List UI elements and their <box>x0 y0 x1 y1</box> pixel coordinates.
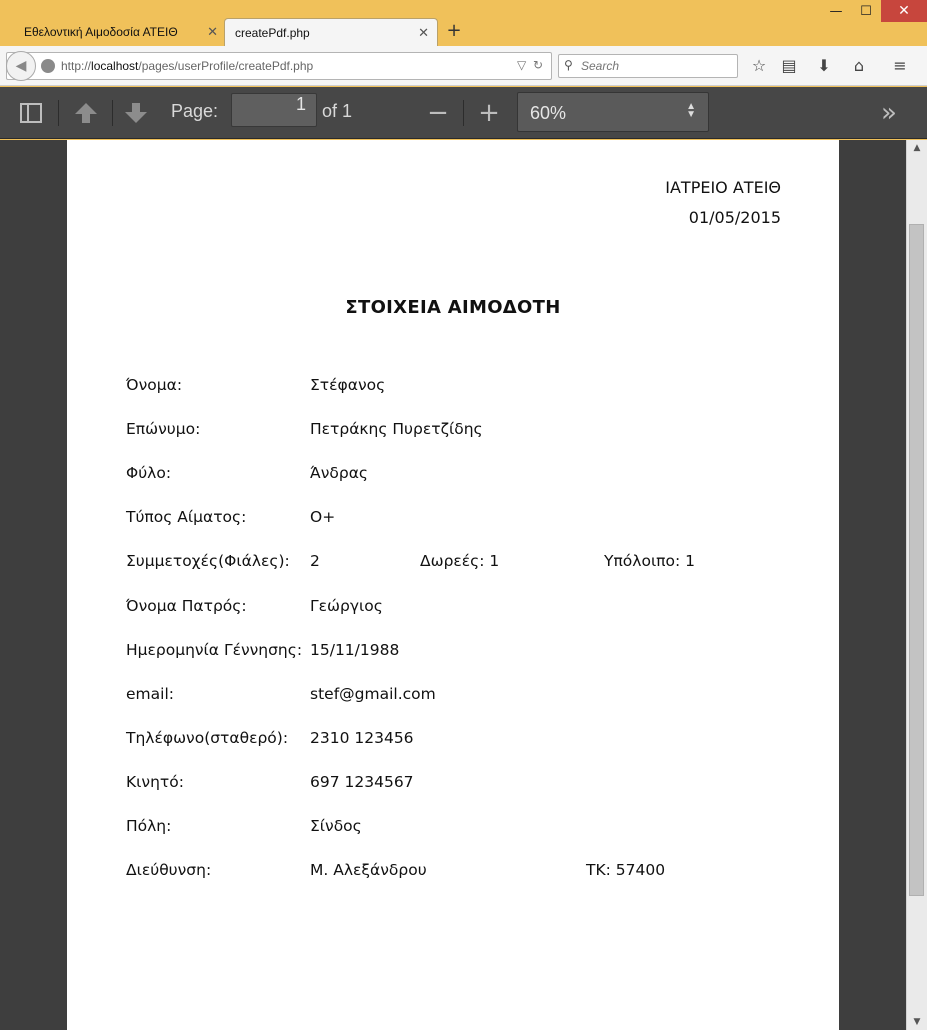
page-count-label: of 1 <box>322 101 353 121</box>
menu-icon[interactable]: ≡ <box>893 56 907 75</box>
zoom-out-icon[interactable]: − <box>427 98 449 128</box>
field-value: Σίνδος <box>310 817 362 835</box>
toolbar-separator <box>58 100 59 126</box>
field-label: Όνομα Πατρός: <box>126 597 247 615</box>
page-label: Page: <box>171 101 219 121</box>
search-input[interactable] <box>581 58 731 74</box>
download-icon[interactable]: ⬇ <box>817 56 831 75</box>
page-number-input[interactable]: 1 <box>231 93 317 127</box>
back-button[interactable] <box>6 51 36 81</box>
close-window-button[interactable]: ✕ <box>881 0 927 22</box>
postal-code-value: ΤΚ: 57400 <box>586 861 666 879</box>
tab-donation[interactable] <box>0 18 226 46</box>
bookmark-star-icon[interactable]: ☆ <box>751 56 767 75</box>
arrow-left-icon: ◀ <box>15 58 27 74</box>
field-value: 15/11/1988 <box>310 641 400 659</box>
scrollbar-thumb[interactable] <box>909 224 924 896</box>
tools-menu-icon[interactable]: » <box>881 98 897 128</box>
field-label: Επώνυμο: <box>126 420 201 438</box>
navigation-bar <box>0 46 927 86</box>
home-icon[interactable]: ⌂ <box>853 56 865 75</box>
field-value: 2 <box>310 552 320 570</box>
field-label: Πόλη: <box>126 817 172 835</box>
document-title: ΣΤΟΙΧΕΙΑ ΑΙΜΟΔΟΤΗ <box>345 297 561 318</box>
toolbar-separator <box>463 100 464 126</box>
pdf-toolbar <box>0 87 927 139</box>
field-label: Συμμετοχές(Φιάλες): <box>126 552 290 570</box>
field-label: Τύπος Αίματος: <box>126 508 247 526</box>
browser-titlebar <box>0 0 927 46</box>
zoom-select[interactable] <box>517 92 709 132</box>
select-arrows-icon: ▲ ▼ <box>686 101 696 120</box>
field-label: Όνομα: <box>126 376 183 394</box>
field-value: Μ. Αλεξάνδρου <box>310 861 427 879</box>
url-text[interactable] <box>61 59 313 73</box>
field-value: stef@gmail.com <box>310 685 436 703</box>
previous-page-icon[interactable] <box>72 101 100 125</box>
url-path: /pages/userProfile/createPdf.php <box>138 59 314 73</box>
field-value: 2310 123456 <box>310 729 414 747</box>
viewer-scrollbar[interactable] <box>906 140 927 1030</box>
field-value: 697 1234567 <box>310 773 414 791</box>
toolbar-separator <box>112 100 113 126</box>
globe-icon <box>41 59 55 73</box>
next-page-icon[interactable] <box>122 101 150 125</box>
document-date: 01/05/2015 <box>688 208 781 227</box>
field-label: Φύλο: <box>126 464 172 482</box>
reading-list-icon[interactable]: ▤ <box>781 56 797 75</box>
pdf-viewer[interactable] <box>0 140 906 1030</box>
tab-title: Εθελοντική Αιμοδοσία ΑΤΕΙΘ <box>24 25 178 39</box>
field-value: Γεώργιος <box>310 597 383 615</box>
field-value: Άνδρας <box>310 464 369 482</box>
pdf-page <box>67 140 839 1030</box>
field-label: Διεύθυνση: <box>126 861 212 879</box>
tab-createpdf[interactable] <box>224 18 438 46</box>
field-value: O+ <box>310 508 336 526</box>
url-host: localhost <box>91 59 139 73</box>
url-prefix: http:// <box>61 59 92 73</box>
minimize-button[interactable]: — <box>829 3 843 19</box>
clinic-name: ΙΑΤΡΕΙΟ ΑΤΕΙΘ <box>665 178 781 197</box>
reload-icon[interactable]: ↻ <box>533 58 544 72</box>
search-bar[interactable] <box>558 54 738 78</box>
donations-value: Δωρεές: 1 <box>420 552 500 570</box>
new-tab-button[interactable]: + <box>446 20 462 41</box>
close-tab-icon[interactable]: ✕ <box>207 24 218 39</box>
field-value: Πετράκης Πυρετζίδης <box>310 420 483 438</box>
field-label: Κινητό: <box>126 773 184 791</box>
field-label: Ημερομηνία Γέννησης: <box>126 641 303 659</box>
scroll-down-arrow-icon[interactable]: ▼ <box>913 1017 921 1027</box>
field-value: Στέφανος <box>310 376 386 394</box>
search-icon: ⚲ <box>564 58 573 72</box>
zoom-value: 60% <box>530 103 567 123</box>
field-label: email: <box>126 685 174 703</box>
scroll-up-arrow-icon[interactable]: ▲ <box>913 143 921 153</box>
field-label: Τηλέφωνο(σταθερό): <box>126 729 289 747</box>
sidebar-toggle-icon[interactable] <box>18 101 44 125</box>
dropdown-triangle-icon[interactable]: ▽ <box>517 58 527 72</box>
close-tab-icon[interactable]: ✕ <box>418 25 429 40</box>
balance-value: Υπόλοιπο: 1 <box>604 552 696 570</box>
maximize-button[interactable]: ☐ <box>860 3 872 19</box>
tab-title: createPdf.php <box>235 25 310 40</box>
url-bar[interactable] <box>6 52 552 80</box>
window-controls <box>821 0 927 22</box>
zoom-in-icon[interactable]: + <box>478 98 500 128</box>
